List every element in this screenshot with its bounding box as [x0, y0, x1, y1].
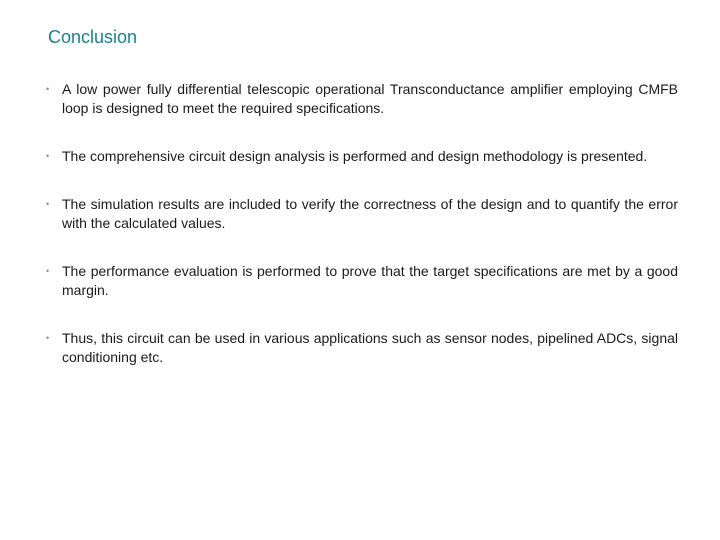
bullet-item [46, 80, 678, 118]
bullet-text: The comprehensive circuit design analysis is performed and design methodology is presented. [62, 148, 648, 164]
bullet-icon: • [46, 266, 50, 276]
bullet-icon: • [46, 151, 50, 161]
bullet-icon: • [46, 333, 50, 343]
bullet-list [46, 80, 678, 396]
bullet-text: The performance evaluation is performed to prove that the target specifications are met by a good margin. [62, 263, 678, 298]
bullet-text: The simulation results are included to verify the correctness of the design and to quantify the error with the calculated values. [62, 196, 678, 231]
bullet-icon: • [46, 199, 50, 209]
bullet-text: Thus, this circuit can be used in various applications such as sensor nodes, pipelined ADCs, signal conditioning etc. [62, 330, 678, 365]
bullet-item [46, 329, 678, 367]
bullet-item [46, 147, 678, 166]
slide-title: Conclusion [48, 27, 138, 47]
bullet-icon: • [46, 84, 50, 94]
bullet-item [46, 195, 678, 233]
bullet-item [46, 262, 678, 300]
bullet-text: A low power fully differential telescopic operational Transconductance amplifier employing CMFB loop is designed to meet the required specifications. [62, 81, 678, 116]
